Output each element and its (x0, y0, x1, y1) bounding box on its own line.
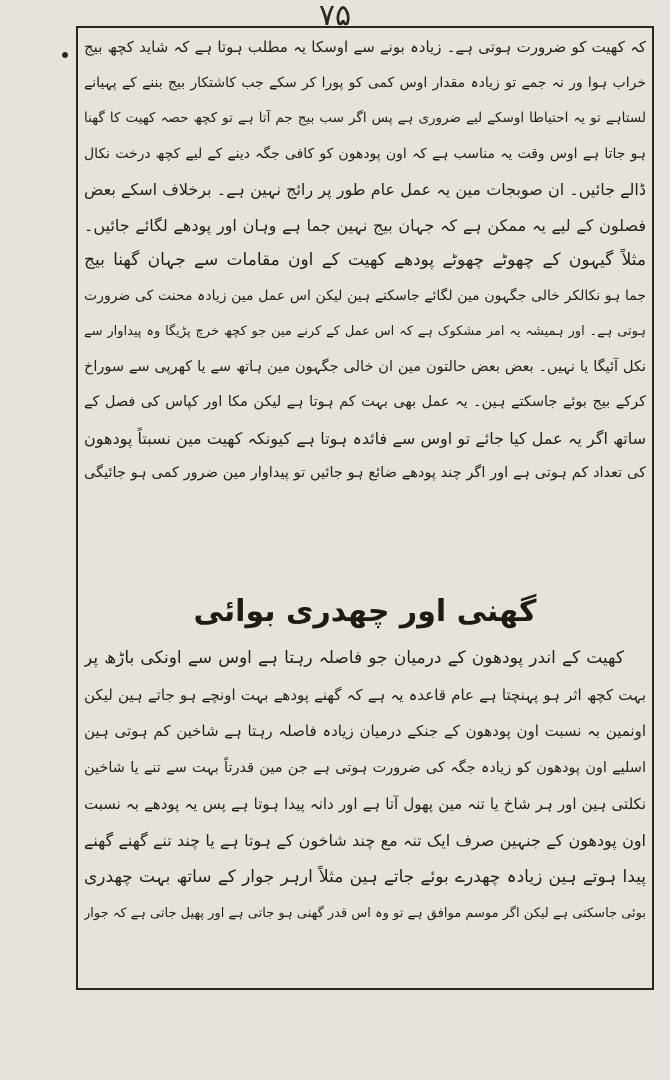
text-line: ڈالے جائیں۔ ان صوبجات مین یہ عمل عام طور پر رائج نہین ہے۔ برخلاف اسکے بعض (84, 180, 646, 199)
text-line: کی تعداد کم ہوتی ہے اور اگر چند پودھے ضائع ہو جائیں تو پیداوار مین ضرور کمی ہو جائیگی (84, 465, 646, 481)
text-line: نکلتی ہین اور ہر شاخ یا تنہ مین پھول آتا ہے اور دانہ پیدا ہوتا ہے پس یہ پودھے بہ نسبت (84, 795, 646, 813)
page-number: ۷۵ (318, 0, 352, 33)
margin-dot (62, 52, 68, 58)
text-line: اونمین بہ نسبت اون پودھون کے جنکے درمیان زیادہ فاصلہ رہتا ہے شاخین کم ہوتی ہین (84, 722, 646, 740)
text-line: نکل آئیگا یا نہیں۔ بعض بعض حالتون مین ان خالی جگہون مین ہاتھ سے یا کھرپی سے سوراخ (84, 358, 646, 375)
section-heading: گھنی اور چھدری بوائی (193, 594, 537, 629)
text-line: ساتھ اگر یہ عمل کیا جائے تو اوس سے فائدہ ہوتا ہے کیونکہ کھیت مین نسبتاً پودھون (84, 428, 646, 448)
text-line: ہوتی ہے۔ اور ہمیشہ یہ امر مشکوک ہے کہ اس عمل کے کرنے مین جو کچھ خرچ پڑیگا وہ پیداوار سے (84, 324, 646, 339)
text-line: کرکے بیج بوئے جاسکتے ہین۔ یہ عمل بھی بہت کم ہوتا ہے لیکن مکا اور کپاس کی فصل کے (84, 394, 646, 410)
text-line: اون پودھون کے جنہین صرف ایک تنہ مع چند شاخون کے ہوتا ہے یا چند تنے گھنے گھنے (84, 830, 646, 850)
text-line: لستاہے تو یہ احتیاطا اوسکے لیے ضروری ہے پس اگر سب بیج جم آتا ہے تو کچھ حصہ کھیت کا گھنا (84, 110, 646, 126)
text-line: بہت کچھ اثر ہو پہنچتا ہے عام قاعدہ یہ ہے کہ گھنے پودھے بہت اونچے ہو جاتے ہین لیکن (84, 685, 646, 704)
text-line: مثلاً گیہون کے چھوٹے چھوٹے پودھے کھیت کے اون مقامات سے جہان گھنا بیج (84, 250, 646, 270)
text-line: جما ہو نکالکر خالی جگہون مین لگائے جاسکتے ہین لیکن اس عمل مین زیادہ محنت کی ضرورت (84, 287, 646, 304)
text-line: کہ کھیت کو ضرورت ہوتی ہے۔ زیادہ بونے سے اوسکا یہ مطلب ہوتا ہے کہ شاید کچھ بیج (84, 38, 646, 56)
text-line: کھیت کے اندر پودھون کے درمیان جو فاصلہ رہتا ہے اوس سے اونکی باڑھ پر (84, 648, 624, 668)
text-line: ہو جاتا ہے اوس وقت یہ مناسب ہے کہ اون پودھون کو کافی جگہ دینے کے لیے کچھ درخت نکال (84, 145, 646, 162)
text-line: خراب ہوا ور نہ جمے تو زیادہ مقدار اوس کمی کو پورا کر سکے جب کاشتکار بیج بننے کے پہیانے (84, 74, 646, 91)
text-line: پیدا ہوتے ہین زیادہ چھدرے بوئے جاتے ہین مثلاً ارہر جوار کے ساتھ بہت چھدری (84, 867, 646, 887)
text-line: بوئی جاسکتی ہے لیکن اگر موسم موافق ہے تو وہ اس قدر گھنی ہو جاتی ہے اور پھیل جاتی ہے کہ جوار (84, 905, 646, 921)
text-line: فصلون کے لیے یہ ممکن ہے کہ جہان بیج نہین جما ہے وہان اور پودھے لگائے جائیں۔ (84, 215, 646, 235)
paragraph-1 (84, 30, 646, 492)
paragraph-2 (84, 640, 646, 932)
text-line: اسلیے اون پودھون کو زیادہ جگہ کی ضرورت ہوتی ہے جن مین قدرتاً بہت سے تنے یا شاخین (84, 759, 646, 776)
